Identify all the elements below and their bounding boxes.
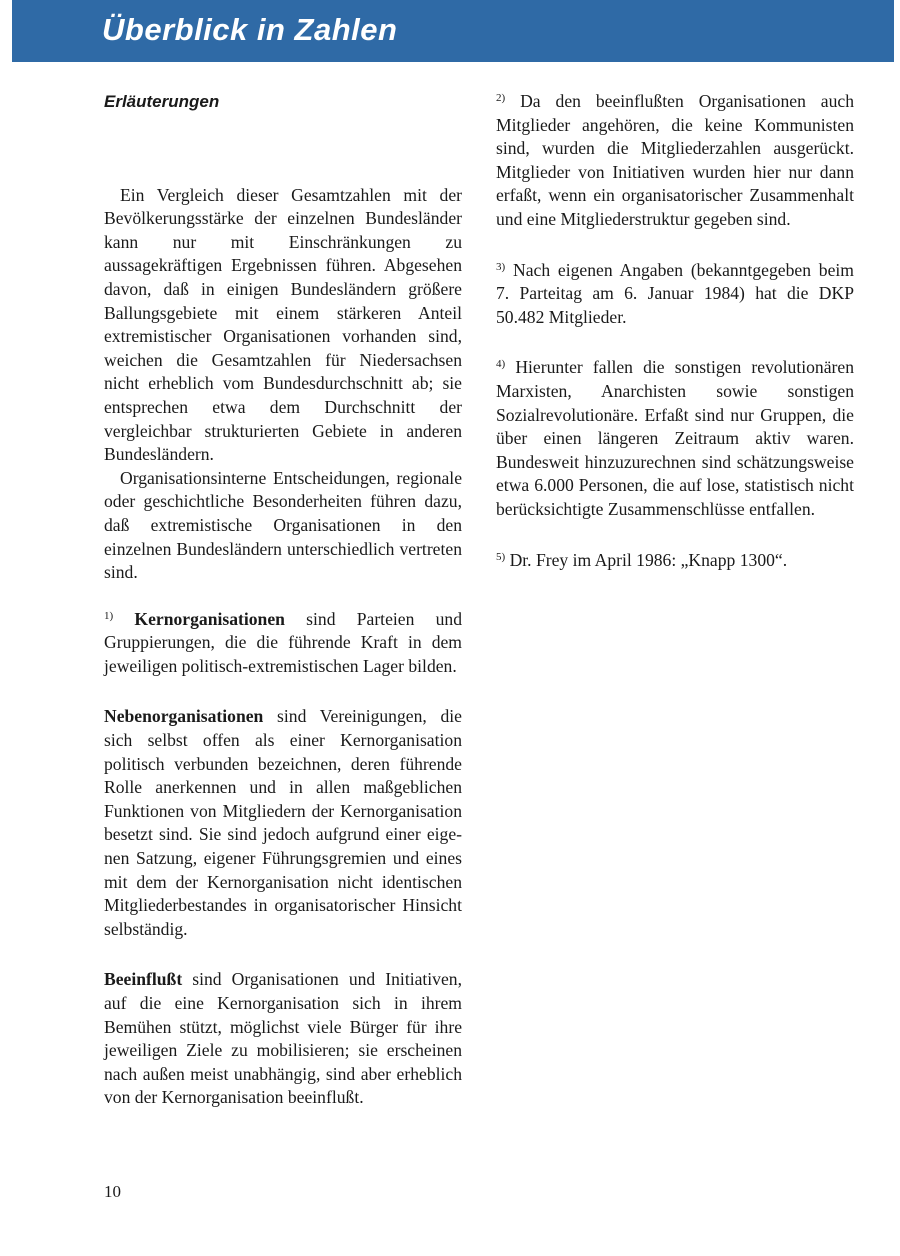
left-column [104, 90, 462, 1110]
header-band [0, 0, 900, 62]
definition-text: sind Organisationen und Initiativen, auf die eine Kernorganisation sich in ihrem Bemühen stützt, möglichst viele Bürger für ihre jeweiligen Ziele zu mobilisieren; sie erscheinen nach außen meist unabhängig, sind aber erheblich von der Kernorganisation beeinflußt. [104, 969, 462, 1108]
footnote-text: Da den beeinflußten Organisationen auch Mitglieder angehören, die keine Kommunisten sind, wurden die Mitgliederzahlen ausgerückt. Mitglieder von Initiativen wurden hier nur dann erfaßt, wenn ein organisatorischer Zusammenhalt und eine Mitgliederstruktur gegeben sind. [496, 91, 854, 229]
footnote-text: Dr. Frey im April 1986: „Knapp 1300“. [505, 549, 788, 570]
footnote-2 [496, 90, 854, 232]
page-number: 10 [104, 1182, 121, 1201]
term-beeinflusst: Beeinflußt [104, 969, 183, 990]
footnote-marker: 1) [104, 609, 114, 622]
definition-nebenorganisationen [104, 705, 462, 941]
page-title: Überblick in Zahlen [102, 12, 398, 47]
footnote-5 [496, 549, 854, 573]
definition-text: sind Vereinigungen, die sich selbst offen als einer Kernorganisation politisch verbunden bezeichnen, deren führende Rolle anerkennen und in allen maßgeblichen Funktionen von Mitgliedern der Kernorganisation besetzt sind. Sie sind jedoch aufgrund einer eigenen Satzung, eigener Führungsgremien und eines mit dem der Kernorganisation nicht identischen Mitgliederbestandes in organisatorischer Hinsicht selbständig. [104, 706, 462, 939]
footnote-text: sind Parteien und Gruppierungen, die die führende Kraft in dem jeweiligen politisch-extremistischen Lager bilden. [104, 608, 462, 676]
term-kernorganisationen: Kernorganisationen [134, 608, 285, 629]
footnote-marker: 3) [496, 260, 506, 273]
footnote-text: Nach eigenen Angaben (bekanntgegeben beim 7. Parteitag am 6. Januar 1984) hat die DKP 50.482 Mitglieder. [496, 259, 854, 327]
term-nebenorganisationen: Nebenorganisationen [104, 706, 264, 727]
footnote-marker: 2) [496, 92, 506, 104]
footnote-1 [104, 608, 462, 679]
footnote-marker: 4) [496, 358, 506, 371]
footnote-3 [496, 259, 854, 330]
paragraph-comparison: Ein Vergleich dieser Gesamtzahlen mit der Bevölkerungsstärke der einzelnen Bundesländer kann nur mit Einschränkungen zu aussagekräftigen Ergebnissen führen. Abgesehen davon, daß in einigen Bundesländern größere Ballungsgebiete mit einem stärkeren Anteil extremistischer Organisationen vorhanden sind, weichen die Gesamtzahlen für Niedersachsen nicht erheblich vom Bundesdurchschnitt ab; sie entsprechen etwa dem Durchschnitt der vergleichbar strukturierten Gebiete in anderen Bundesländern. [104, 184, 462, 465]
section-heading: Erläuterungen [104, 92, 220, 111]
paragraph-decisions: Organisationsinterne Entscheidungen, regionale oder geschichtliche Besonderheiten führen dazu, daß extremistische Organisationen in den einzelnen Bundesländern unterschiedlich vertreten sind. [104, 467, 462, 583]
definition-beeinflusst [104, 968, 462, 1110]
right-column [496, 90, 854, 572]
footnote-marker: 5) [496, 550, 506, 563]
footnote-4 [496, 356, 854, 521]
footnote-text: Hierunter fallen die sonstigen revolutionären Marxisten, Anarchisten sowie sonstigen Sozialrevolutionäre. Erfaßt sind nur Gruppen, die über einen längeren Zeitraum aktiv waren. Bundesweit hinzuzurechnen sind schätzungsweise etwa 6.000 Personen, die auf lose, statistisch nicht berücksichtigte Zusammenschlüsse entfallen. [496, 357, 854, 519]
